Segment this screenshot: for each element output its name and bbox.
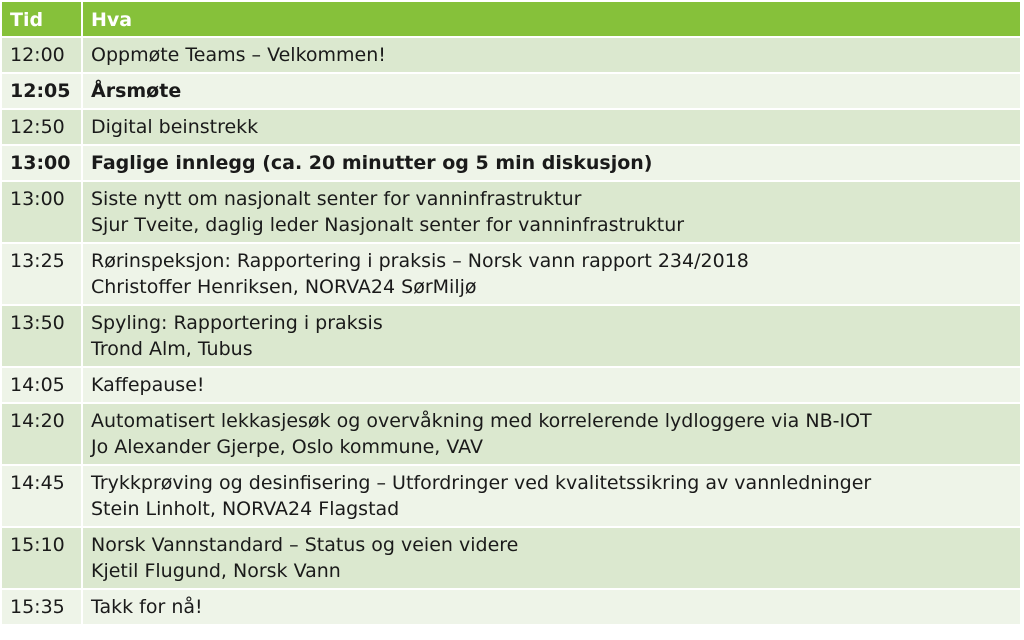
row-time: 13:00: [2, 182, 83, 242]
row-time: 15:10: [2, 528, 83, 588]
row-title: Norsk Vannstandard – Status og veien videre: [91, 534, 519, 556]
row-title: Årsmøte: [91, 80, 182, 102]
row-subtitle: Kjetil Flugund, Norsk Vann: [91, 560, 341, 582]
row-title: Siste nytt om nasjonalt senter for vanninfrastruktur: [91, 188, 582, 210]
row-title: Digital beinstrekk: [91, 116, 259, 138]
table-row: [2, 306, 1020, 368]
row-content: [83, 466, 1020, 526]
row-time: 15:35: [2, 590, 83, 624]
table-row: [2, 74, 1020, 110]
row-time: 13:50: [2, 306, 83, 366]
row-subtitle: Sjur Tveite, daglig leder Nasjonalt senter for vanninfrastruktur: [91, 214, 685, 236]
row-subtitle: Christoffer Henriksen, NORVA24 SørMiljø: [91, 276, 477, 298]
row-content: [83, 146, 1020, 180]
header-tid: Tid: [2, 2, 83, 36]
row-content: [83, 590, 1020, 624]
row-title: Faglige innlegg (ca. 20 minutter og 5 min diskusjon): [91, 152, 653, 174]
table-body: [2, 38, 1020, 626]
row-subtitle: Trond Alm, Tubus: [91, 338, 253, 360]
row-subtitle: Jo Alexander Gjerpe, Oslo kommune, VAV: [91, 436, 483, 458]
row-content: [83, 306, 1020, 366]
table-row: [2, 38, 1020, 74]
row-content: [83, 244, 1020, 304]
row-title: Takk for nå!: [91, 596, 203, 618]
row-time: 14:45: [2, 466, 83, 526]
row-content: [83, 368, 1020, 402]
row-title: Kaffepause!: [91, 374, 205, 396]
row-time: 12:50: [2, 110, 83, 144]
table-row: [2, 244, 1020, 306]
row-content: [83, 110, 1020, 144]
row-title: Oppmøte Teams – Velkommen!: [91, 44, 386, 66]
row-time: 12:00: [2, 38, 83, 72]
table-row: [2, 528, 1020, 590]
table-row: [2, 146, 1020, 182]
row-title: Rørinspeksjon: Rapportering i praksis – Norsk vann rapport 234/2018: [91, 250, 749, 272]
row-time: 13:25: [2, 244, 83, 304]
row-content: [83, 182, 1020, 242]
row-subtitle: Stein Linholt, NORVA24 Flagstad: [91, 498, 400, 520]
row-time: 12:05: [2, 74, 83, 108]
agenda-table: [2, 2, 1020, 626]
row-title: Trykkprøving og desinfisering – Utfordringer ved kvalitetssikring av vannledninger: [91, 472, 872, 494]
row-title: Automatisert lekkasjesøk og overvåkning med korrelerende lydloggere via NB-IOT: [91, 410, 872, 432]
table-header: [2, 2, 1020, 38]
table-row: [2, 466, 1020, 528]
row-content: [83, 38, 1020, 72]
row-title: Spyling: Rapportering i praksis: [91, 312, 383, 334]
header-hva: Hva: [91, 9, 133, 31]
row-time: 13:00: [2, 146, 83, 180]
table-row: [2, 590, 1020, 626]
row-content: [83, 74, 1020, 108]
row-time: 14:05: [2, 368, 83, 402]
row-content: [83, 404, 1020, 464]
table-row: [2, 404, 1020, 466]
table-row: [2, 182, 1020, 244]
row-content: [83, 528, 1020, 588]
table-row: [2, 110, 1020, 146]
row-time: 14:20: [2, 404, 83, 464]
table-row: [2, 368, 1020, 404]
